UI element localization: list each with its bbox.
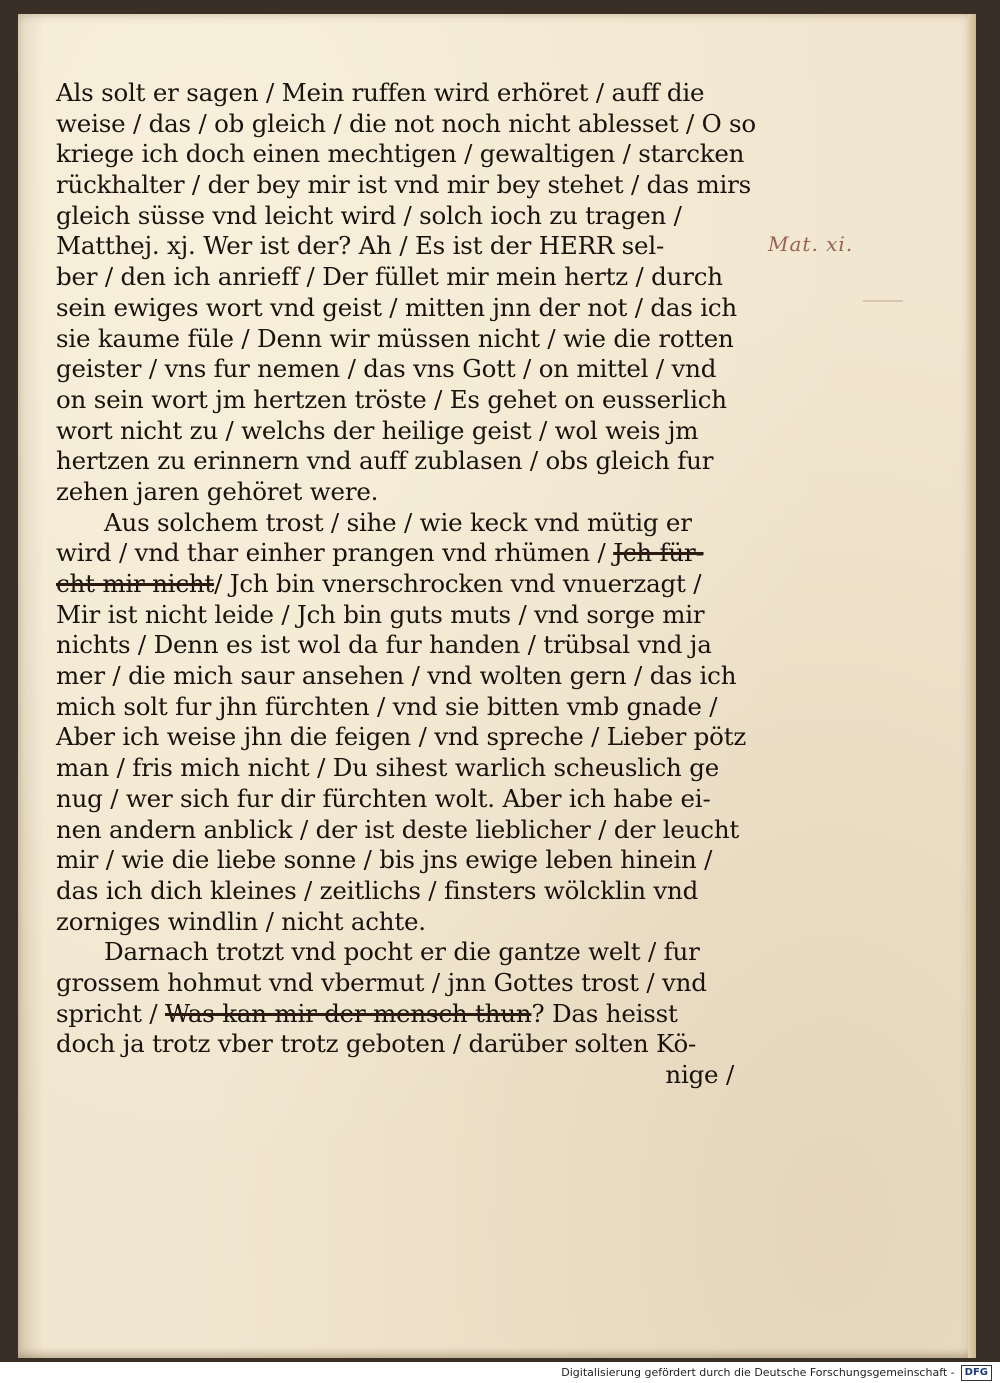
text-line: ber / den ich anrieff / Der füllet mir mein hertz / durch xyxy=(56,262,723,292)
text-line: mer / die mich saur ansehen / vnd wolten gern / das ich xyxy=(56,661,737,691)
text-line: sie kaume füle / Denn wir müssen nicht / wie die rotten xyxy=(56,323,734,353)
text-line xyxy=(56,999,756,1030)
text-line: Aber ich weise jhn die feigen / vnd spreche / Lieber pötz xyxy=(56,722,747,752)
text-line: mich solt fur jhn fürchten / vnd sie bitten vmb gnade / xyxy=(56,691,718,721)
struck-text: Jch für- xyxy=(613,538,704,568)
text-line: grossem hohmut vnd vbermut / jnn Gottes trost / vnd xyxy=(56,967,707,997)
text-line: on sein wort jm hertzen tröste / Es gehet on eusserlich xyxy=(56,384,727,414)
line-text-after: ? Das heisst xyxy=(531,998,678,1028)
text-line: zehen jaren gehöret were. xyxy=(56,476,379,506)
text-line: rückhalter / der bey mir ist vnd mir bey stehet / das mirs xyxy=(56,170,752,200)
line-text: wird / vnd thar einher prangen vnd rhümen / xyxy=(56,538,614,568)
text-line: kriege ich doch einen mechtigen / gewaltigen / starcken xyxy=(56,139,745,169)
text-line: sein ewiges wort vnd geist / mitten jnn der not / das ich xyxy=(56,292,737,322)
text-line-paragraph-start: Aus solchem trost / sihe / wie keck vnd mütig er xyxy=(104,507,692,537)
handwritten-margin-note: Mat. xi. xyxy=(768,232,854,256)
text-line-paragraph-start: Darnach trotzt vnd pocht er die gantze welt / fur xyxy=(104,937,700,967)
struck-text: Was kan mir der mensch thun xyxy=(164,998,532,1028)
faint-ink-mark xyxy=(863,286,903,302)
text-line: Als solt er sagen / Mein ruffen wird erhöret / auff die xyxy=(56,78,705,107)
text-line: Mir ist nicht leide / Jch bin guts muts / vnd sorge mir xyxy=(56,599,705,629)
struck-text: cht mir nicht xyxy=(56,569,215,598)
book-page xyxy=(18,14,976,1358)
text-line xyxy=(56,569,756,600)
text-line xyxy=(56,538,756,569)
dfg-logo: DFG xyxy=(961,1365,992,1381)
text-line: mir / wie die liebe sonne / bis jns ewige leben hinein / xyxy=(56,845,713,875)
text-line: hertzen zu erinnern vnd auff zublasen / obs gleich fur xyxy=(56,446,714,476)
page-edge xyxy=(968,14,976,1358)
text-line: weise / das / ob gleich / die not noch nicht ablesset / O so xyxy=(56,108,756,138)
digitization-footer xyxy=(0,1362,1000,1383)
text-line: gleich süsse vnd leicht wird / solch ioch zu tragen / xyxy=(56,200,682,230)
text-line: nichts / Denn es ist wol da fur handen / trübsal vnd ja xyxy=(56,630,712,660)
text-line: zorniges windlin / nicht achte. xyxy=(56,906,426,936)
line-text: spricht / xyxy=(56,998,165,1028)
text-line: nug / wer sich fur dir fürchten wolt. Aber ich habe ei- xyxy=(56,783,711,813)
text-line: doch ja trotz vber trotz geboten / darüber solten Kö- xyxy=(56,1029,697,1059)
text-line: wort nicht zu / welchs der heilige geist / wol weis jm xyxy=(56,415,699,445)
footer-credit: Digitalisierung gefördert durch die Deutsche Forschungsgemeinschaft - xyxy=(561,1366,955,1379)
line-text: / Jch bin vnerschrocken vnd vnuerzagt / xyxy=(214,569,702,598)
text-line: Matthej. xj. Wer ist der? Ah / Es ist der HERR sel- xyxy=(56,231,665,261)
text-line: das ich dich kleines / zeitlichs / finsters wölcklin vnd xyxy=(56,875,699,905)
text-line: man / fris mich nicht / Du sihest warlich scheuslich ge xyxy=(56,753,719,783)
text-line: geister / vns fur nemen / das vns Gott / on mittel / vnd xyxy=(56,354,717,384)
text-line: nen andern anblick / der ist deste lieblicher / der leucht xyxy=(56,814,740,844)
catchword: nige / xyxy=(665,1060,734,1089)
printed-text-block xyxy=(56,78,756,1091)
